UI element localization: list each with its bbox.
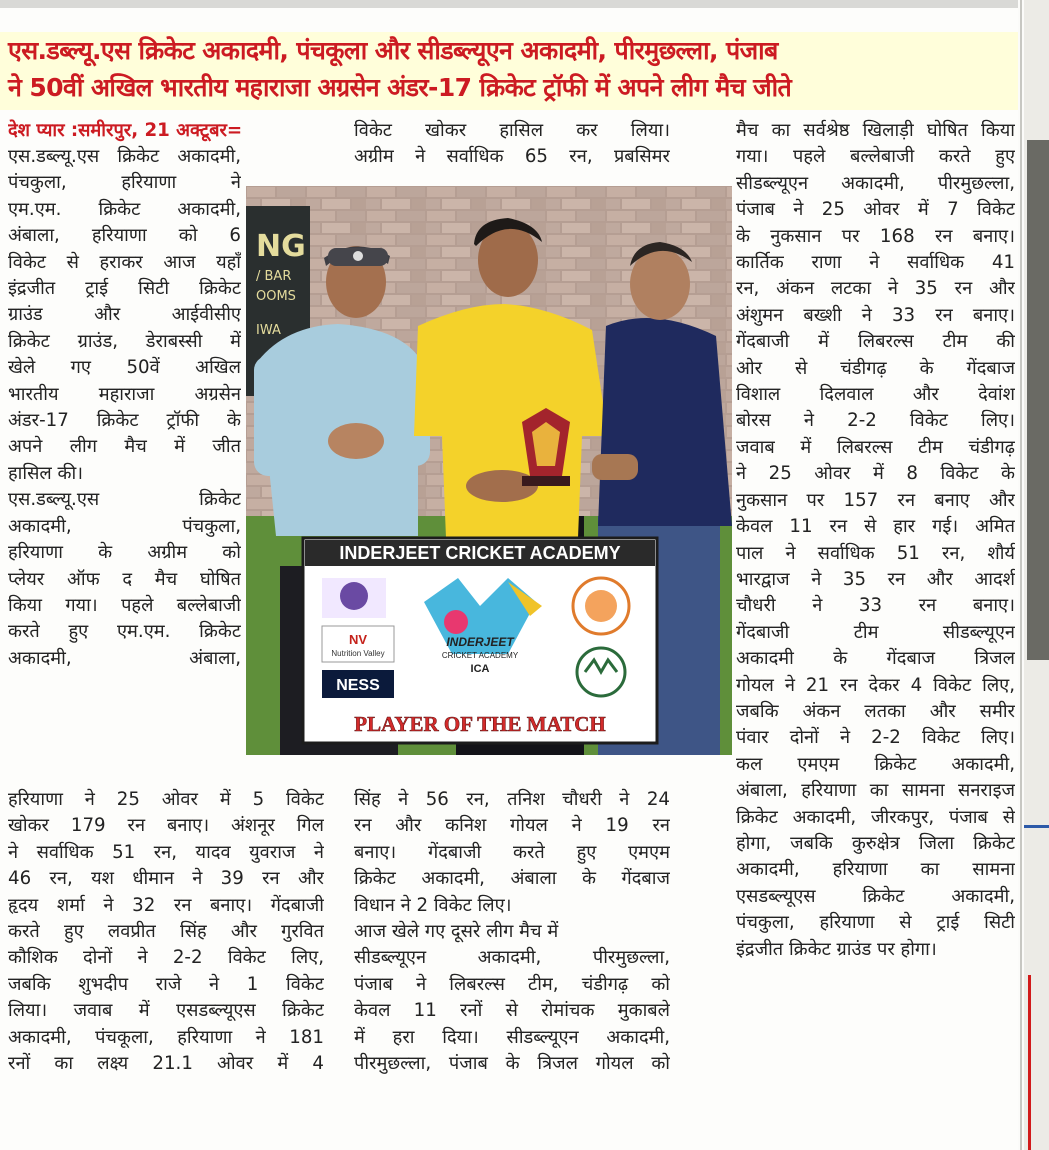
sign-text-2: / BAR [256, 269, 292, 284]
text-line: पंवार दोनों ने 2-2 विकेट लिए। [736, 727, 1015, 749]
logo-sub: CRICKET ACADEMY [441, 651, 519, 660]
text-line: हरियाणा ने 25 ओवर में 5 विकेट [8, 789, 324, 810]
article-column-2-top [354, 118, 670, 171]
sign-text-4: IWA [256, 323, 281, 338]
text-line: किया गया। पहले बल्लेबाजी [8, 594, 241, 616]
text-line: अकादमी, पंचकुला, [8, 515, 241, 537]
text-line: पंजाब ने 25 ओवर में 7 विकेट [736, 199, 1015, 221]
text-line: अकादमी, पंचकूला, हरियाणा ने 181 [8, 1026, 324, 1048]
text-line: विकेट से हराकर आज यहाँ [8, 251, 241, 273]
text-line: ने सर्वाधिक 51 रन, यादव युवराज ने [8, 841, 324, 863]
text-line: एस.डब्ल्यू.एस क्रिकेट [8, 489, 241, 511]
article-column-2-bottom [354, 787, 670, 1077]
text-line: बोरस ने 2-2 विकेट लिए। [736, 410, 1015, 432]
text-line: गेंदबाजी में लिबरल्स टीम की [736, 331, 1015, 353]
text-line: मैच का सर्वश्रेष्ठ खिलाड़ी घोषित किया [736, 120, 1015, 141]
sign-text-3: OOMS [256, 289, 296, 304]
text-line: ग्राउंड और आईवीसीए [8, 304, 241, 326]
article-column-1 [8, 118, 324, 144]
text-line: प्लेयर ऑफ द मैच घोषित [8, 568, 241, 590]
logo-nv: NV [348, 632, 368, 647]
news-photo [246, 186, 732, 755]
text-line: करते हुए लवप्रीत सिंह और गुरवित [8, 921, 324, 943]
text-line: पाल ने सर्वाधिक 51 रन, शौर्य [736, 542, 1015, 564]
text-line: सीडब्ल्यूएन अकादमी, पीरमुछल्ला, [354, 947, 670, 969]
headline-line-2: ने 50वीं अखिल भारतीय महाराजा अग्रसेन अंडर-17 क्रिकेट ट्रॉफी में अपने लीग मैच जीते [8, 73, 792, 102]
logo-nv-sub: Nutrition Valley [331, 649, 385, 658]
text-line: अकादमी, हरियाणा का सामना [736, 859, 1015, 881]
text-line: एसडब्ल्यूएस क्रिकेट अकादमी, [736, 885, 1015, 907]
headline-line-1: एस.डब्ल्यू.एस क्रिकेट अकादमी, पंचकूला और सीडब्ल्यूएन अकादमी, पीरमुछल्ला, पंजाब [8, 36, 778, 65]
adjacent-page-red-rule [1028, 975, 1031, 1150]
text-line: विशाल दिलवाल और देवांश [736, 384, 1015, 406]
logo-ica: ICA [470, 663, 490, 675]
logo-ness: NESS [336, 677, 380, 694]
text-line: कौशिक दोनों ने 2-2 विकेट लिए, [8, 947, 324, 969]
text-line: पंजाब ने लिबरल्स टीम, चंडीगढ़ को [354, 973, 670, 995]
adjacent-page-rule [1024, 825, 1049, 828]
text-line: पंचकुला, हरियाणा से ट्राई सिटी [736, 912, 1015, 934]
text-line: होगा, जबकि कुरुक्षेत्र जिला क्रिकेट [736, 832, 1015, 854]
text-line: नुकसान पर 157 रन बनाए और [736, 489, 1015, 511]
text-line: ने 25 ओवर में 8 विकेट के [736, 463, 1015, 485]
text-line: अंबाला, हरियाणा को 6 [8, 225, 241, 247]
text-line: रन और कनिश गोयल ने 19 रन [354, 815, 670, 837]
text-line: हृदय शर्मा ने 32 रन बनाए। गेंदबाजी [8, 894, 324, 916]
text-line: अग्रीम ने सर्वाधिक 65 रन, प्रबसिमर [354, 146, 670, 168]
text-line: में हरा दिया। सीडब्ल्यूएन अकादमी, [354, 1026, 670, 1048]
dateline: देश प्यार :समीरपुर, 21 अक्टूबर= [8, 120, 243, 141]
text-line: हासिल की। [8, 462, 84, 484]
adjacent-page-photo [1027, 140, 1049, 660]
text-line: रन, अंकन लटका ने 35 रन और [736, 278, 1015, 300]
text-line: अकादमी, अंबाला, [8, 647, 241, 669]
banner [303, 538, 657, 743]
text-line: क्रिकेट अकादमी, अंबाला के गेंदबाज [354, 868, 670, 890]
text-line: अपने लीग मैच में जीत [8, 436, 241, 458]
article-column-1-text [8, 144, 241, 672]
text-line: क्रिकेट अकादमी, जीरकपुर, पंजाब से [736, 806, 1015, 828]
text-line: विधान ने 2 विकेट लिए। [354, 894, 512, 916]
text-line: केवल 11 रनों से रोमांचक मुकाबले [354, 1000, 670, 1022]
text-line: 46 रन, यश धीमान ने 39 रन और [8, 868, 324, 890]
text-line: जबकि अंकन लतका और समीर [736, 700, 1015, 722]
sign-text-1: NG [256, 229, 306, 264]
text-line: गोयल ने 21 रन देकर 4 विकेट लिए, [736, 674, 1015, 696]
text-line: एस.डब्ल्यू.एस क्रिकेट अकादमी, [8, 146, 241, 167]
banner-footer: PLAYER OF THE MATCH [354, 712, 606, 736]
text-line: सिंह ने 56 रन, तनिश चौधरी ने 24 [354, 789, 670, 810]
text-line: कार्तिक राणा ने सर्वाधिक 41 [736, 252, 1015, 274]
text-line: पंचकुला, हरियाणा ने [8, 172, 241, 194]
logo-inderjeet: INDERJEET [446, 635, 514, 649]
text-line: अंशुमन बख्शी ने 33 रन बनाए। [736, 304, 1015, 326]
text-line: खोकर 179 रन बनाए। अंशनूर गिल [8, 815, 324, 837]
article-column-3 [736, 118, 1015, 963]
text-line: जवाब में लिबरल्स टीम चंडीगढ़ [736, 436, 1015, 458]
text-line: विकेट खोकर हासिल कर लिया। [354, 120, 670, 141]
text-line: इंद्रजीत ट्राई सिटी क्रिकेट [8, 278, 241, 300]
text-line: क्रिकेट ग्राउंड, डेराबस्सी में [8, 330, 241, 352]
text-line: गया। पहले बल्लेबाजी करते हुए [736, 146, 1015, 168]
top-rule [0, 0, 1018, 8]
text-line: इंद्रजीत क्रिकेट ग्राउंड पर होगा। [736, 938, 937, 960]
text-line: जबकि शुभदीप राजे ने 1 विकेट [8, 973, 324, 995]
text-line: अंडर-17 क्रिकेट ट्रॉफी के [8, 410, 241, 432]
article-column-1-bottom [8, 787, 324, 1077]
text-line: के नुकसान पर 168 रन बनाए। [736, 225, 1015, 247]
text-line: करते हुए एम.एम. क्रिकेट [8, 621, 241, 643]
text-line: ओर से चंडीगढ़ के गेंदबाज [736, 357, 1015, 379]
text-line: एम.एम. क्रिकेट अकादमी, [8, 198, 241, 220]
text-line: भारतीय महाराजा अग्रसेन [8, 383, 241, 405]
text-line: आज खेले गए दूसरे लीग मैच में [354, 921, 559, 943]
text-line: रनों का लक्ष्य 21.1 ओवर में 4 [8, 1053, 324, 1075]
text-line: गेंदबाजी टीम सीडब्ल्यूएन [736, 621, 1015, 643]
banner-title: INDERJEET CRICKET ACADEMY [339, 543, 621, 563]
text-line: चौधरी ने 33 रन बनाए। [736, 595, 1015, 617]
text-line: भारद्वाज ने 35 रन और आदर्श [736, 568, 1015, 590]
page-gutter [1020, 0, 1022, 1150]
text-line: केवल 11 रन से हार गई। अमित [736, 516, 1015, 538]
text-line: लिया। जवाब में एसडब्ल्यूएस क्रिकेट [8, 1000, 324, 1022]
text-line: खेले गए 50वें अखिल [8, 357, 241, 379]
text-line: कल एमएम क्रिकेट अकादमी, [736, 753, 1015, 775]
headline-box [0, 32, 1018, 110]
text-line: पीरमुछल्ला, पंजाब के त्रिजल गोयल को [354, 1053, 670, 1075]
text-line: बनाए। गेंदबाजी करते हुए एमएम [354, 841, 670, 863]
text-line: अकादमी के गेंदबाज त्रिजल [736, 648, 1015, 670]
text-line: सीडब्ल्यूएन अकादमी, पीरमुछल्ला, [736, 172, 1015, 194]
text-line: हरियाणा के अग्रीम को [8, 542, 241, 564]
text-line: अंबाला, हरियाणा का सामना सनराइज [736, 780, 1015, 802]
